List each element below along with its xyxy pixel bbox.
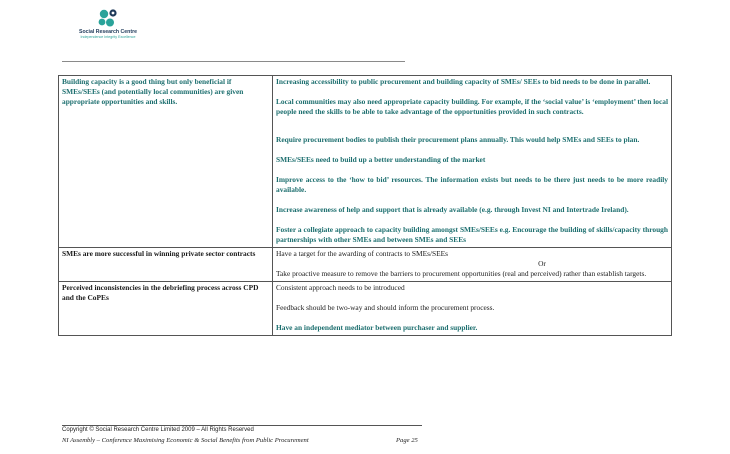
response-cell <box>273 282 672 336</box>
response-text: Have a target for the awarding of contracts to SMEs/SEEs <box>276 249 449 258</box>
findings-table <box>58 75 672 336</box>
document-title: NI Assembly – Conference Maximising Economic & Social Benefits from Public Procurement <box>62 437 309 444</box>
response-text: Improve access to the ‘how to bid’ resources. The information exists but needs to be there just needs to be more readily available. <box>276 175 668 194</box>
issue-cell: Perceived inconsistencies in the debriefing process across CPD and the CoPEs <box>59 282 273 336</box>
response-text: Local communities may also need appropriate capacity building. For example, if the ‘social value’ is ‘employment’ then local people need the skills to be able to take advantage of the opportunities provided in such contracts. <box>276 97 668 116</box>
or-text: Or <box>538 259 546 268</box>
response-cell <box>273 248 672 282</box>
response-text: Feedback should be two-way and should inform the procurement process. <box>276 303 495 312</box>
response-text: Increase awareness of help and support that is already available (e.g. through Invest NI and Intertrade Ireland). <box>276 205 629 214</box>
table-row <box>59 76 672 248</box>
response-text: Foster a collegiate approach to capacity building amongst SMEs/SEEs e.g. Encourage the building of skills/capacity through partnerships with other SMEs and between SMEs and SEEs <box>276 225 668 244</box>
response-text: Increasing accessibility to public procurement and building capacity of SMEs/ SEEs to bid needs to be done in parallel. <box>276 77 651 86</box>
table-row <box>59 282 672 336</box>
response-text: Have an independent mediator between purchaser and supplier. <box>276 323 478 332</box>
response-text: Consistent approach needs to be introduced <box>276 283 405 292</box>
company-logo <box>78 8 138 39</box>
org-tagline: Independence Integrity Excellence <box>80 35 136 39</box>
copyright-text: Copyright © Social Research Centre Limited 2009 – All Rights Reserved <box>62 427 254 433</box>
response-text: SMEs/SEEs need to build up a better understanding of the market <box>276 155 486 164</box>
issue-cell: SMEs are more successful in winning private sector contracts <box>59 248 273 282</box>
response-text: Require procurement bodies to publish their procurement plans annually. This would help SMEs and SEEs to plan. <box>276 135 640 144</box>
issue-cell: Building capacity is a good thing but only beneficial if SMEs/SEEs (and potentially local communities) are given appropriate opportunities and skills. <box>59 76 273 248</box>
footer-rule <box>62 425 422 426</box>
page-number: Page 25 <box>396 437 418 444</box>
response-text: Take proactive measure to remove the barriers to procurement opportunities (real and perceived) rather than establish targets. <box>276 269 647 278</box>
table-row <box>59 248 672 282</box>
logo-mark-icon <box>95 8 121 28</box>
org-name: Social Research Centre <box>79 29 137 35</box>
response-cell <box>273 76 672 248</box>
header-rule <box>62 61 405 62</box>
